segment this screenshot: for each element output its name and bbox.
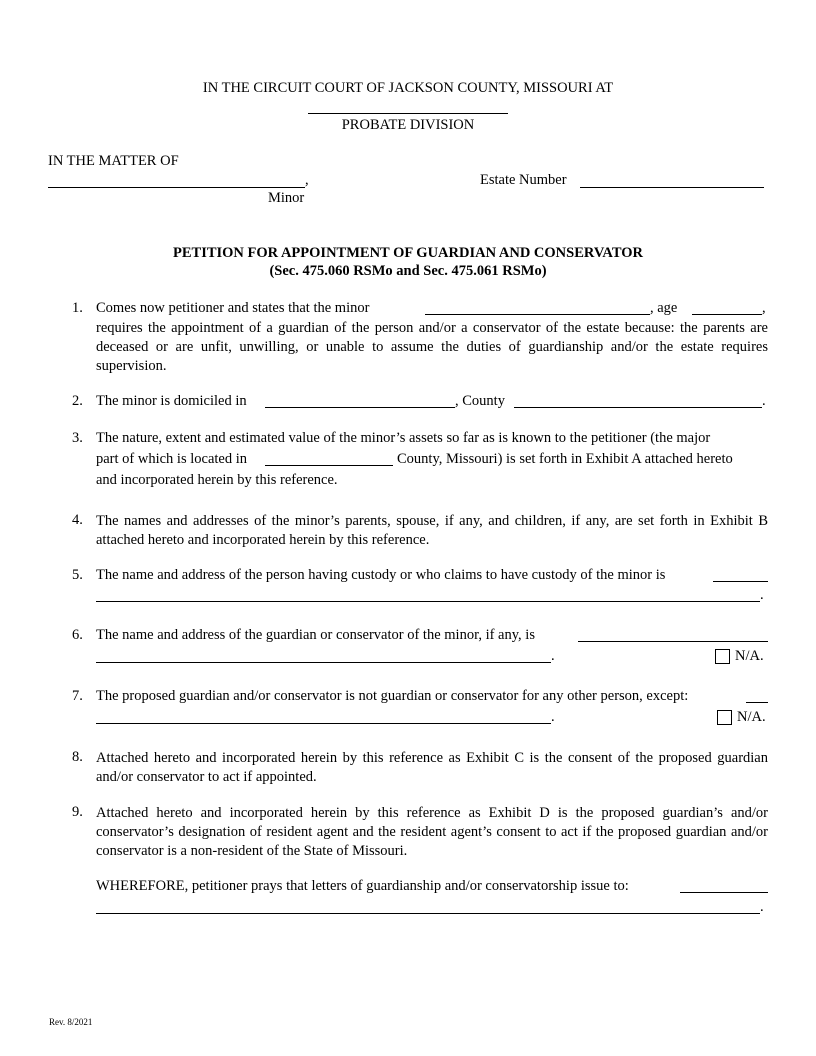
custodian-blank-1[interactable]	[713, 581, 768, 582]
item3-text-a: The nature, extent and estimated value of the minor’s assets so far as is known to the petitioner (the major	[96, 430, 711, 446]
caption-comma: ,	[305, 172, 309, 188]
petition-subtitle: (Sec. 475.060 RSMo and Sec. 475.061 RSMo)	[269, 263, 547, 279]
guardian-blank-2[interactable]	[96, 662, 551, 663]
item4-text: The names and addresses of the minor’s parents, spouse, if any, and children, if any, are set forth in Exhibit B attached hereto and incorporated herein by this reference.	[96, 513, 768, 548]
item7-text-a: The proposed guardian and/or conservator is not guardian or conservator for any other person, except:	[96, 688, 689, 704]
division-heading: PROBATE DIVISION	[341, 117, 475, 133]
minor-label: Minor	[268, 190, 305, 206]
item2-text-b: , County	[455, 393, 505, 409]
item5-text-b: .	[760, 587, 764, 603]
item-number: 3.	[72, 430, 83, 446]
wherefore-period: .	[760, 899, 764, 915]
custodian-blank-2[interactable]	[96, 601, 760, 602]
matter-of-label: IN THE MATTER OF	[48, 153, 179, 169]
item5-text-a: The name and address of the person having custody or who claims to have custody of the minor is	[96, 567, 666, 583]
item6-text-b: .	[551, 648, 555, 664]
domicile-county-blank[interactable]	[514, 407, 762, 408]
na-checkbox[interactable]	[715, 649, 730, 664]
na-checkbox[interactable]	[717, 710, 732, 725]
item1-text-b: , age	[650, 300, 678, 316]
na-label: N/A.	[735, 648, 764, 664]
item8-text: Attached hereto and incorporated herein by this reference as Exhibit C is the consent of the proposed guardian and/or conservator to act if appointed.	[96, 750, 768, 785]
estate-number-label: Estate Number	[480, 172, 567, 188]
wherefore-text: WHEREFORE, petitioner prays that letters of guardianship and/or conservatorship issue to:	[96, 878, 629, 894]
letters-issue-blank-1[interactable]	[680, 892, 768, 893]
guardian-blank-1[interactable]	[578, 641, 768, 642]
court-heading: IN THE CIRCUIT COURT OF JACKSON COUNTY, MISSOURI AT	[202, 80, 614, 96]
estate-number-blank[interactable]	[580, 187, 764, 188]
item2-text-a: The minor is domiciled in	[96, 393, 247, 409]
item1-text-a: Comes now petitioner and states that the minor	[96, 300, 370, 316]
item-number: 2.	[72, 393, 83, 409]
item-number: 6.	[72, 627, 83, 643]
item6-text-a: The name and address of the guardian or conservator of the minor, if any, is	[96, 627, 535, 643]
item-number: 9.	[72, 804, 83, 820]
assets-county-blank[interactable]	[265, 465, 393, 466]
except-blank-2[interactable]	[96, 723, 551, 724]
item-number: 5.	[72, 567, 83, 583]
except-blank-1[interactable]	[746, 702, 768, 703]
item2-text-c: .	[762, 393, 766, 409]
item3-text-c: County, Missouri) is set forth in Exhibit A attached hereto	[397, 451, 733, 467]
item3-text-d: and incorporated herein by this reference.	[96, 472, 338, 488]
revision-label: Rev. 8/2021	[49, 1017, 93, 1027]
item-number: 4.	[72, 512, 83, 528]
item-number: 8.	[72, 749, 83, 765]
item1-text-d: requires the appointment of a guardian of the person and/or a conservator of the estate because: the parents are deceased or are unfit, unwilling, or unable to assume the duties of guardianship and/or the estate requires supervision.	[96, 320, 768, 374]
item1-text-c: ,	[762, 300, 766, 316]
minor-name-blank[interactable]	[48, 187, 305, 188]
petition-title: PETITION FOR APPOINTMENT OF GUARDIAN AND CONSERVATOR	[173, 245, 643, 261]
minor-name-blank-2[interactable]	[425, 314, 650, 315]
item7-text-b: .	[551, 709, 555, 725]
domicile-city-blank[interactable]	[265, 407, 455, 408]
court-city-blank[interactable]	[308, 113, 508, 114]
letters-issue-blank-2[interactable]	[96, 913, 760, 914]
item-number: 1.	[72, 300, 83, 316]
minor-age-blank[interactable]	[692, 314, 762, 315]
item-number: 7.	[72, 688, 83, 704]
item9-text: Attached hereto and incorporated herein by this reference as Exhibit D is the proposed guardian’s and/or conservator’s designation of resident agent and the resident agent’s consent to act if the proposed guardian and/or conservator is a non-resident of the State of Missouri.	[96, 805, 768, 859]
na-label: N/A.	[737, 709, 766, 725]
item3-text-b: part of which is located in	[96, 451, 247, 467]
